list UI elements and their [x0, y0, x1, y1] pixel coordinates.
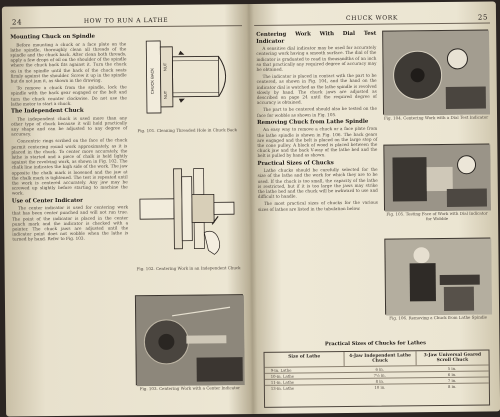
machinist-icon [385, 238, 492, 315]
paragraph: Lathe chucks should be carefully selected for the size of the lathe and the work for which they are to be used. If the chuck is too small, the capacity of the lathe is restricted, but if it is too large the jaws may strike the lathe bed and the chuck will be awkward to use and difficult to handle. [257, 166, 378, 200]
figure-106 [384, 237, 491, 336]
chuck-size-table [263, 350, 490, 408]
section-heading: Removing Chuck from Lathe Spindle [257, 118, 369, 126]
table-cell: 13-in. Lathe [270, 385, 295, 391]
right-running-title: CHUCK WORK [345, 14, 399, 22]
table-cell: 8 in. [375, 378, 385, 384]
left-running-title: HOW TO RUN A LATHE [83, 16, 169, 25]
fig101-label-nut: NUT [162, 90, 168, 100]
fig105-photo [383, 144, 490, 211]
section-heading: The Independent Chuck [10, 107, 84, 115]
figure-101 [132, 32, 241, 137]
figure-caption: Fig. 104. Centering Work with a Dial Test Indicator [383, 114, 489, 121]
figure-caption: Fig. 101. Cleaning Threaded Hole in Chuck Back [137, 127, 237, 134]
table-header: 3-Jaw Universal Geared Scroll Chuck [415, 351, 488, 366]
table-header-row [265, 351, 489, 367]
fig101-drawing [132, 32, 241, 123]
section-heading: Practical Sizes of Chucks [257, 159, 334, 167]
figure-103 [135, 294, 244, 407]
paragraph: A sensitive dial indicator may be used for accurately centering work having a smooth surface. The dial of the indicator is graduated to read in thousandths of an inch so that practically any required degree of accuracy may be obtained. [256, 44, 377, 72]
paragraph: The part to be centered should also be tested on the face for wobble as shown in Fig. 105. [256, 106, 377, 118]
table-cell: 10 in. [374, 384, 386, 390]
figure-caption: Fig. 106. Removing a Chuck from Lathe Spindle [389, 314, 488, 321]
table-header: Size of Lathe [288, 354, 321, 360]
book-spread [2, 1, 500, 416]
table-cell: 11-in. Lathe [270, 379, 295, 385]
table-cell: 7½ in. [373, 372, 386, 378]
fig106-photo [384, 237, 491, 314]
table-cell: 6 in. [375, 366, 384, 372]
table-cell: 5 in. [447, 365, 457, 371]
dial-indicator-icon [383, 30, 490, 115]
paragraph: The indicator is placed in contact with the part to be centered, as shown in Fig. 104, and the hand on the indicator dial is watched as the lathe spindle is revolved slowly by hand. The chuck jaws are adjusted as described on page 24 until the required degree of accuracy is obtained. [256, 72, 377, 106]
right-text-column [256, 29, 379, 340]
paragraph: Concentric rings scribed on the face of the chuck permit centering round work approximately, as it is placed in the chuck. To center more accurately, the lathe is started and a piece of chalk is held lightly against the revolving work, as shown in Fig. 102. The chalk line indicates the high side of the work. The jaw opposite the chalk mark is loosened and the jaw at the chalk mark is tightened. The test is repeated until the work is centered accurately. Any jaw may be screwed up slightly before starting to machine the work. [11, 137, 128, 196]
table-title: Practical Sizes of Chucks for Lathes [324, 340, 426, 348]
section-heading: Centering Work With Dial Test Indicator [256, 30, 377, 45]
right-running-head [254, 11, 490, 25]
fig102-drawing [133, 154, 242, 261]
table-cell: 7 in. [447, 377, 457, 383]
fig101-label-nut: NUT [162, 62, 168, 72]
right-page-number: 25 [477, 13, 489, 22]
paragraph: An easy way to remove a chuck or a face plate from the lathe spindle is shown in Fig. 106. The back gears are engaged and the belt is placed on the large step of the cone pulley. A block of wood is placed between the chuck jaw and the back V-way of the lathe bed and the belt is pulled by hand as shown. [257, 126, 378, 159]
figure-105 [383, 144, 490, 233]
fig103-photo [135, 294, 244, 385]
paragraph: The independent chuck is used more than any other type of chuck because it will hold practically any shape and can be adjusted to any degree of accuracy. [11, 114, 128, 137]
lathe-chuck-icon [136, 295, 245, 386]
paragraph: To remove a chuck from the spindle, lock the spindle with the back gear engaged or the belt and turn the chuck counter clockwise. Do not use the lathe motor to start a chuck. [10, 84, 127, 107]
section-heading: Mounting Chuck on Spindle [10, 33, 96, 41]
table-cell: 6 in. [447, 371, 457, 377]
paragraph: The center indicator is used for centering work that has been center punched and will not run true. The point of the indicator is placed in the center punch mark and the indicator is checked with a pointer. The chuck jaws are adjusted until the indicator point does not wobble when the lathe is turned by hand. Refer to Fig. 103. [12, 204, 129, 242]
paragraph: Before mounting a chuck or a face plate on the lathe spindle, thoroughly clean all threads of the spindle and the chuck back. After clean both threads, apply a few drops of oil on the shoulder of the spindle where the chuck back fits against it. Turn the chuck on in the spindle until the back of the chuck seats firmly against the shoulder. Screw it up in the spindle but do not jam it, as shown in the drawing. [10, 40, 127, 84]
section-heading: Use of Center Indicator [11, 197, 84, 205]
figure-102 [133, 154, 242, 281]
paragraph: The most practical sizes of chucks for the various sizes of lathes are listed in the tabulation below. [257, 200, 378, 212]
table-cell: 10-in. Lathe [270, 373, 294, 379]
figure-caption: Fig. 105. Testing Face of Work with Dial Indicator for Wobble [386, 210, 488, 221]
figure-caption: Fig. 102. Centering Work in an Independent Chuck [136, 265, 241, 272]
table-cell: 9-in. Lathe [270, 367, 292, 373]
left-text-column [10, 31, 130, 410]
left-page-number: 24 [11, 18, 23, 27]
figure-caption: Fig. 103. Centering Work with a Center Indicator [139, 385, 241, 392]
table-cell: 8 in. [447, 383, 457, 389]
left-page [10, 4, 246, 416]
left-running-head [10, 14, 242, 28]
fig101-label-chuck-back: CHUCK BACK [149, 67, 155, 95]
fig104-photo [382, 30, 489, 115]
figure-104 [382, 30, 489, 139]
table-header: 4-Jaw Independent Lathe Chuck [344, 351, 416, 366]
lathe-face-icon [384, 144, 491, 211]
right-page [254, 1, 494, 413]
